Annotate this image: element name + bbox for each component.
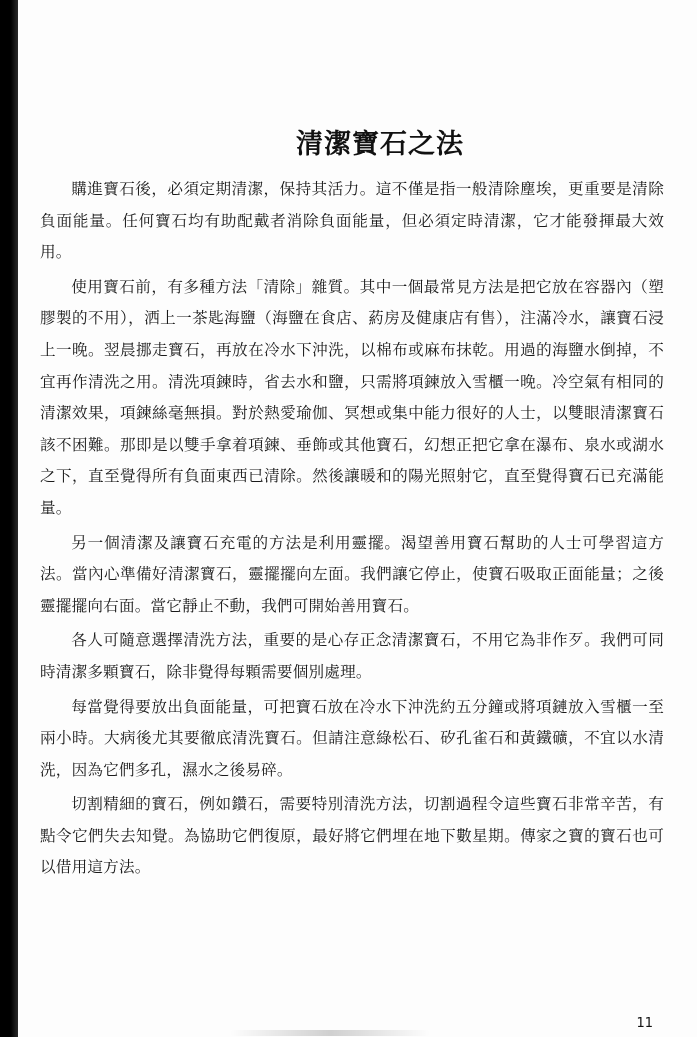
book-spine-shadow <box>0 0 18 1037</box>
paragraph-2: 使用寶石前，有多種方法「清除」雜質。其中一個最常見方法是把它放在容器內（塑膠製的不用），洒上一茶匙海鹽（海鹽在食店、葯房及健康店有售），注滿冷水，讓寶石浸上一晚。翌晨挪走寶石，再放在冷水下沖洗，以棉布或麻布抹乾。用過的海鹽水倒掉，不宜再作清洗之用。清洗項鍊時，省去水和鹽，只需將項鍊放入雪櫃一晚。冷空氣有相同的清潔效果，項鍊絲毫無損。對於熱愛瑜伽、冥想或集中能力很好的人士，以雙眼清潔寶石該不困難。那即是以雙手拿着項鍊、垂飾或其他寶石，幻想正把它拿在瀑布、泉水或湖水之下，直至覺得所有負面東西已清除。然後讓暖和的陽光照射它，直至覺得寶石已充滿能量。 <box>40 277 664 517</box>
footer-smudge <box>230 1030 430 1036</box>
paragraph-6: 切割精細的寶石，例如鑽石，需要特別清洗方法，切割過程令這些寶石非常辛苦，有點令它們失去知覺。為協助它們復原，最好將它們埋在地下數星期。傳家之寶的寶石也可以借用這方法。 <box>40 795 664 877</box>
page-number: 11 <box>636 1016 653 1031</box>
paragraph-1: 購進寶石後，必須定期清潔，保持其活力。這不僅是指一般清除塵埃，更重要是清除負面能量。任何寶石均有助配戴者消除負面能量，但必須定時清潔，它才能發揮最大效用。 <box>40 180 664 262</box>
page-title: 清潔寶石之法 <box>296 129 464 160</box>
paragraph-5: 每當覺得要放出負面能量，可把寶石放在冷水下沖洗約五分鐘或將項鏈放入雪櫃一至兩小時。大病後尤其要徹底清洗寶石。但請注意綠松石、矽孔雀石和黃鐵礦，不宜以水清洗，因為它們多孔，濕水之後易碎。 <box>40 697 664 779</box>
paragraph-4: 各人可隨意選擇清洗方法，重要的是心存正念清潔寶石，不用它為非作歹。我們可同時清潔多顆寶石，除非覺得每顆需要個別處理。 <box>40 631 664 681</box>
body-text <box>40 174 664 887</box>
paragraph-3: 另一個清潔及讓寶石充電的方法是利用靈擺。渴望善用寶石幫助的人士可學習這方法。當內心準備好清潔寶石，靈擺擺向左面。我們讓它停止，使寶石吸取正面能量；之後靈擺擺向右面。當它靜止不動，我們可開始善用寶石。 <box>40 533 664 615</box>
